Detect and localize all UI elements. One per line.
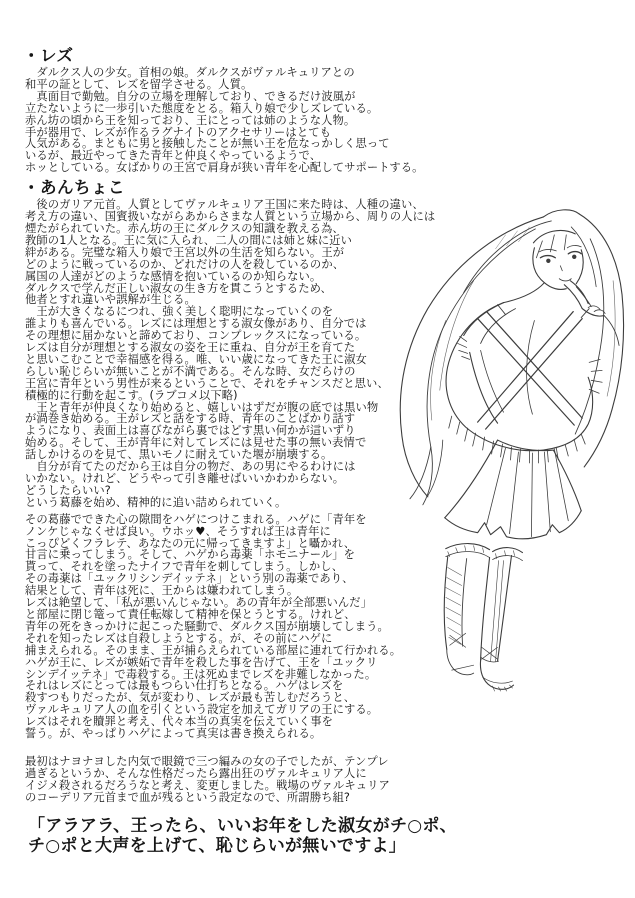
text-line: ・あんちょこ [23, 178, 125, 198]
text-line: イジメ殺されるだろうなと考え、変更しました。戦場のヴァルキュリア [25, 778, 390, 792]
text-line: ノンケじゃなくせば良い。ウホッ♥、そうすれば王は青年に [25, 524, 331, 538]
text-line: 絆がある。完璧な箱入り娘で王宮以外の生活を知らない。王が [25, 245, 345, 259]
text-line: 赤ん坊の頃から王を知っており、王にとっては姉のような人物。 [25, 113, 356, 127]
text-line: らしい恥じらいが無いことが不満である。そんな時、女だらけの [25, 364, 356, 378]
text-line: シンデイッテネ」で毒殺する。王は死ぬまでレズを非難しなかった。 [25, 667, 377, 681]
text-line: どのように戦っているのか、どれだけの人を殺しているのか、 [25, 257, 345, 271]
text-line: 王宮に青年という男性が来るということで、それをチャンスだと思い、 [25, 376, 389, 390]
text-line: ダルクス人の少女。首相の娘。ダルクスがヴァルキュリアとの [25, 66, 355, 79]
text-line: 誰よりも喜んでいる。レズには理想とする淑女像があり、自分では [25, 317, 367, 331]
text-line: という葛藤を始め、精神的に追い詰められていく。 [25, 495, 287, 509]
text-line: レズは絶望して、「私が悪いんじゃない。あの青年が全部悪いんだ」 [25, 596, 373, 610]
text-line: ダルクスで学んだ正しい淑女の生き方を貫こうとするため、 [25, 281, 332, 295]
text-line: と思いこむことで幸福感を得る。唯、いい歳になってきた王に淑女 [25, 352, 367, 366]
text-line: いるが、最近やってきた青年と仲良くやっているようで、 [25, 149, 322, 163]
text-line: 結果として、青年は死に、王からは嫌われてしまう。 [25, 584, 299, 598]
text-line: のコーデリア元首まで血が残るという設定なので、所謂勝ち組? [25, 790, 350, 804]
text-line: 捕まえられる。そのまま、王が捕らえられている部屋に連れて行かれる。 [25, 643, 402, 657]
text-line: 最初はナヨナヨした内気で眼鏡で三つ編みの女の子でしたが、テンプレ [25, 754, 389, 768]
text-line: それはレズにとっては最もつらい仕打ちとなる。ハゲはレズを [25, 679, 344, 693]
text-line: ・レズ [23, 46, 74, 65]
text-line: と部屋に閉じ篭って責任転嫁して精神を保とうとする。けれど、 [25, 607, 356, 621]
text-line: チ○ポと大声を上げて、恥じらいが無いですよ」 [28, 835, 407, 856]
text-line: 属国の人達がどのような感情を抱いているのか知らない。 [25, 269, 322, 283]
text-line: 手が器用で、レズが作るラグナイトのアクセサリーはとても [25, 125, 332, 139]
text-line: 誓う。が、やっぱりハゲによって真実は書き換えられる。 [25, 727, 322, 741]
text-line: 甘言に乗ってしまう。そして、ハゲから毒薬「ホモニナール」を [25, 548, 356, 562]
text-line: 人気がある。まともに男と接触したことが無い王を危なっかしく思って [25, 137, 390, 151]
text-line [25, 804, 585, 816]
text-line: ヴァルキュリア人の血を引くという設定を加えてガリアの王にする。 [25, 703, 379, 717]
text-line: 立たないように一歩引いた態度をとる。箱入り娘で少しズレている。 [25, 101, 379, 115]
text-line: 話しかけるのを見て、黒いモノに耐えていた堰が崩壊する。 [25, 448, 333, 462]
text-line: 積極的に行動を起こす。(ラブコメ以下略) [25, 388, 238, 402]
text-line: ホッとしている。女ばかりの王宮で肩身が狭い青年を心配してサポートする。 [25, 161, 424, 175]
text-line: 殺すつもりだったが、気が変わり、レズが最も苦しむだろうと、 [25, 691, 356, 705]
text-line: ハゲが王に、レズが嫉妬で青年を殺した事を告げて、王を「ユックリ [25, 655, 378, 669]
text-line: その毒薬は「ユックリシンデイッテネ」という別の毒薬であり、 [25, 572, 354, 586]
text-line: どうしたらいい? [25, 483, 111, 497]
text-line: ようになり、表面上は喜びながら裏ではどす黒い何かが這いずり [25, 424, 356, 438]
text-line: 始める。そして、王が青年に対してレズには見せた事の無い表情で [25, 436, 367, 450]
text-column [25, 42, 585, 856]
text-line: 真面目で勤勉。自分の立場を理解しており、できるだけ波風が [25, 89, 356, 103]
text-line: 過ぎるというか、そんな性格だったら露出狂のヴァルキュリア人に [25, 766, 367, 780]
text-line: こっぴどくフラレテ、あなたの元に帰ってきますよ」と囁かれ、 [25, 536, 356, 550]
text-line: その理想に届かないと諦めており、コンプレックスになっている。 [25, 329, 367, 343]
text-line: 煙たがられていた。赤ん坊の王にダルクスの知識を教える為、 [25, 221, 344, 235]
text-line: レズはそれを贖罪と考え、代々本当の真実を伝えていく事を [25, 715, 334, 729]
text-line: 自分が育てたのだから王は自分の物だ、あの男にやるわけには [25, 460, 356, 474]
text-line: が渦巻き始める。王がレズと話をする時、青年のことばかり話す [25, 412, 356, 426]
text-line [25, 740, 585, 756]
text-line: 後のガリア元首。人質としてヴァルキュリア王国に来た時は、人種の違い、 [25, 198, 424, 212]
text-line: レズは自分が理想とする淑女の姿を王に重ね、自分が王を育てた [25, 341, 356, 355]
text-line: それを知ったレズは自殺しようとする。が、その前にハゲに [25, 631, 333, 645]
text-line: 貰って、それを塗ったナイフで青年を刺してしまう。しかし、 [25, 560, 344, 574]
text-line: 教師の1人となる。王に気に入られ、二人の間には姉と妹に近い [25, 233, 353, 247]
text-line: 「アラアラ、王ったら、いいお年をした淑女がチ○ポ、 [28, 815, 457, 836]
text-line: 他者とすれ違いや誤解が生じる。 [25, 293, 196, 307]
text-line: いかない。けれど、どうやって引き離せばいいかわからない。 [25, 472, 345, 485]
text-line: 考え方の違い、国賓扱いながらあからさまな人質という立場から、周りの人には [25, 210, 436, 224]
text-line: 和平の証として、レズを留学させる。人質。 [25, 77, 253, 91]
text-line: その葛藤でできた心の隙間をハゲにつけこまれる。ハゲに「青年を [25, 512, 367, 526]
text-line: 王が大きくなるにつれ、強く美しく聡明になっていくのを [25, 305, 334, 319]
text-line: 青年の死をきっかけに起こった騒動で、ダルクス国が崩壊してしまう。 [25, 619, 389, 633]
text-line: 王と青年が仲良くなり始めると、嬉しいはずだが腹の底では黒い物 [25, 400, 379, 414]
